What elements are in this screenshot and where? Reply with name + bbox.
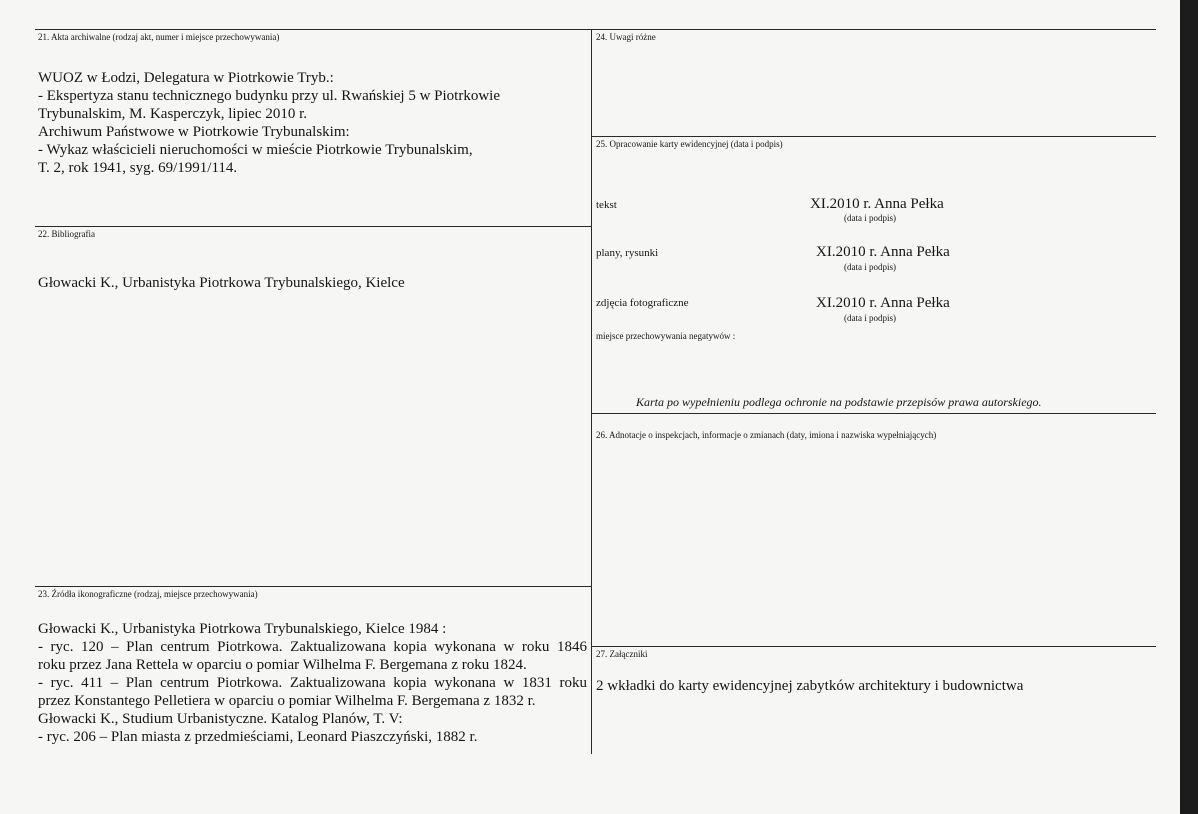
section-24-rule (592, 29, 1156, 30)
section-24-header: 24. Uwagi różne (596, 32, 656, 42)
section-26-rule (592, 413, 1156, 414)
section-25-header: 25. Opracowanie karty ewidencyjnej (data i podpis) (596, 139, 783, 149)
drawings-row-label: plany, rysunki (596, 247, 659, 259)
text-row-caption: (data i podpis) (844, 213, 896, 223)
section-23-header: 23. Źródła ikonograficzne (rodzaj, miejsce przechowywania) (38, 589, 258, 599)
section-23-line: - ryc. 120 – Plan centrum Piotrkowa. Zaktualizowana kopia wykonana w roku 1846 (38, 639, 587, 655)
section-21-line: - Wykaz właścicieli nieruchomości w mieście Piotrkowie Trybunalskim, (38, 142, 473, 158)
section-27-header: 27. Załączniki (596, 649, 648, 659)
text-row-label: tekst (596, 199, 617, 211)
photos-row-label: zdjęcia fotograficzne (596, 297, 689, 309)
section-21-line: WUOZ w Łodzi, Delegatura w Piotrkowie Tryb.: (38, 70, 334, 86)
section-23-rule (35, 586, 591, 587)
section-21-header: 21. Akta archiwalne (rodzaj akt, numer i miejsce przechowywania) (38, 32, 280, 42)
section-22-rule (35, 226, 591, 227)
scan-edge (1180, 0, 1198, 814)
section-27-text (596, 677, 1151, 695)
drawings-row-signature: XI.2010 r. Anna Pełka (816, 244, 950, 260)
section-23-line: przez Konstantego Pelletiera w oparciu o pomiar Wilhelma F. Bergemana z 1832 r. (38, 693, 536, 709)
section-21-line: T. 2, rok 1941, syg. 69/1991/114. (38, 160, 238, 176)
section-23-line: - ryc. 206 – Plan miasta z przedmieściami, Leonard Piaszczyński, 1882 r. (38, 729, 478, 745)
section-21-line: Trybunalskim, M. Kasperczyk, lipiec 2010 r. (38, 106, 307, 122)
section-21-content (38, 69, 583, 177)
section-25-rule (592, 136, 1156, 137)
section-22-text (38, 274, 583, 292)
section-21-line: - Ekspertyza stanu technicznego budynku przy ul. Rwańskiej 5 w Piotrkowie (38, 88, 500, 104)
text-row-signature: XI.2010 r. Anna Pełka (810, 196, 944, 212)
section-23-line: roku przez Jana Rettela w oparciu o pomiar Wilhelma F. Bergemana z roku 1824. (38, 657, 527, 673)
section-23-content (38, 620, 587, 746)
column-divider (591, 29, 592, 754)
section-27-rule (592, 646, 1156, 647)
section-23-line: Głowacki K., Urbanistyka Piotrkowa Trybunalskiego, Kielce 1984 : (38, 621, 447, 637)
photos-row-caption: (data i podpis) (844, 313, 896, 323)
bibliography-entry: Głowacki K., Urbanistyka Piotrkowa Trybunalskiego, Kielce (38, 275, 405, 291)
section-26-header: 26. Adnotacje o inspekcjach, informacje o zmianach (daty, imiona i nazwiska wypełniających) (596, 430, 937, 440)
section-22-header: 22. Bibliografia (38, 229, 95, 239)
section-21-line: Archiwum Państwowe w Piotrkowie Trybunalskim: (38, 124, 350, 140)
copyright-notice: Karta po wypełnieniu podlega ochronie na podstawie przepisów prawa autorskiego. (636, 395, 1042, 409)
drawings-row-caption: (data i podpis) (844, 262, 896, 272)
photos-row-signature: XI.2010 r. Anna Pełka (816, 295, 950, 311)
negatives-location-label: miejsce przechowywania negatywów : (596, 331, 736, 341)
attachments-entry: 2 wkładki do karty ewidencyjnej zabytków architektury i budownictwa (596, 678, 1024, 694)
section-23-line: Głowacki K., Studium Urbanistyczne. Katalog Planów, T. V: (38, 711, 403, 727)
section-21-rule (35, 29, 591, 30)
section-23-line: - ryc. 411 – Plan centrum Piotrkowa. Zaktualizowana kopia wykonana w 1831 roku (38, 675, 587, 691)
